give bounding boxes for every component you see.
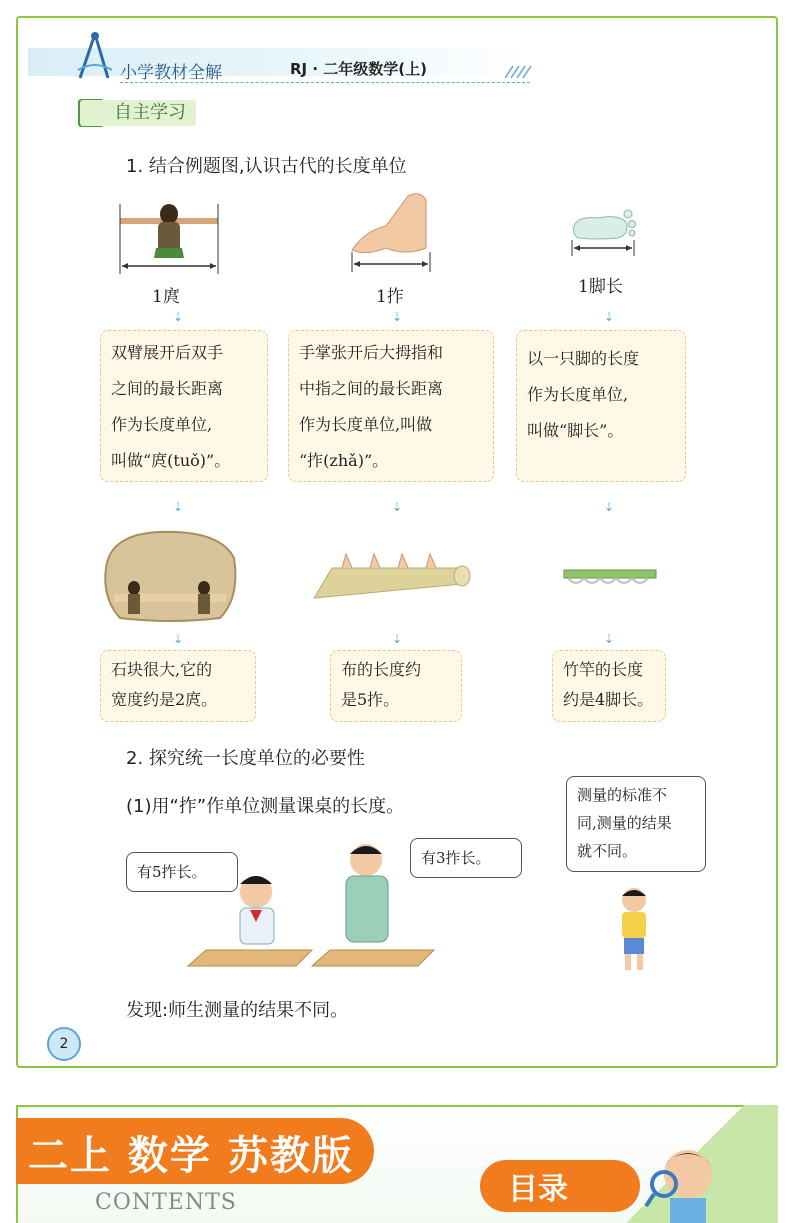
speech-line: 就不同。 bbox=[577, 842, 638, 860]
example-line: 宽度约是2庹。 bbox=[111, 690, 218, 709]
cloth-roll-illustration bbox=[312, 548, 472, 602]
down-arrow-icon: ⇣ bbox=[392, 500, 403, 514]
down-arrow-icon: ⇣ bbox=[173, 632, 184, 646]
large-rock-illustration bbox=[100, 528, 240, 624]
boy-magnifier-illustration bbox=[644, 1136, 724, 1223]
question-2-title: 2. 探究统一长度单位的必要性 bbox=[126, 748, 365, 769]
definition-line: 中指之间的最长距离 bbox=[299, 379, 444, 398]
definition-line: 作为长度单位,叫做 bbox=[299, 415, 433, 434]
definition-box-zha bbox=[288, 330, 494, 482]
banner-title: 二上 数学 苏教版 bbox=[28, 1133, 354, 1179]
down-arrow-icon: ⇣ bbox=[604, 500, 615, 514]
down-arrow-icon: ⇣ bbox=[392, 632, 403, 646]
definition-line: 双臂展开后双手 bbox=[111, 343, 224, 362]
definition-line: 作为长度单位, bbox=[527, 385, 629, 404]
student-teacher-measuring-illustration bbox=[186, 840, 438, 976]
definition-line: 之间的最长距离 bbox=[111, 379, 224, 398]
question-2-subtitle: (1)用“拃”作单位测量课桌的长度。 bbox=[126, 796, 405, 817]
series-title: 小学教材全解 bbox=[120, 63, 222, 83]
example-line: 是5拃。 bbox=[341, 690, 400, 709]
question-1-title: 1. 结合例题图,认识古代的长度单位 bbox=[126, 156, 407, 177]
unit-label-zha: 1拃 bbox=[376, 287, 404, 307]
down-arrow-icon: ⇣ bbox=[173, 500, 184, 514]
example-box-zha bbox=[330, 650, 462, 722]
contents-label: CONTENTS bbox=[95, 1190, 237, 1215]
definition-box-tuo bbox=[100, 330, 268, 482]
boy-illustration bbox=[612, 884, 656, 976]
speech-line: 同,测量的结果 bbox=[577, 814, 672, 832]
compass-logo-icon bbox=[70, 30, 120, 82]
header-divider bbox=[120, 82, 530, 83]
teacher-speech-bubble: 有3拃长。 bbox=[410, 838, 522, 878]
kid-speech-bubble bbox=[566, 776, 706, 872]
definition-line: 手掌张开后大拇指和 bbox=[299, 343, 444, 362]
down-arrow-icon: ⇣ bbox=[173, 310, 184, 324]
student-speech-bubble: 有5拃长。 bbox=[126, 852, 238, 892]
definition-line: 叫做“脚长”。 bbox=[527, 421, 624, 440]
down-arrow-icon: ⇣ bbox=[604, 310, 615, 324]
example-line: 约是4脚长。 bbox=[563, 690, 654, 709]
section-tag: 自主学习 bbox=[80, 100, 196, 126]
definition-box-jiaochang bbox=[516, 330, 686, 482]
down-arrow-icon: ⇣ bbox=[604, 632, 615, 646]
hand-span-illustration bbox=[346, 190, 436, 274]
bamboo-pole-illustration bbox=[562, 562, 658, 590]
definition-line: 作为长度单位, bbox=[111, 415, 213, 434]
foot-length-illustration bbox=[568, 204, 638, 260]
mulu-label: 目录 bbox=[508, 1172, 568, 1207]
unit-label-tuo: 1庹 bbox=[152, 287, 180, 307]
example-line: 布的长度约 bbox=[341, 660, 422, 679]
example-box-tuo bbox=[100, 650, 256, 722]
book-title: RJ · 二年级数学(上) bbox=[290, 60, 427, 78]
unit-label-jiaochang: 1脚长 bbox=[578, 277, 623, 297]
example-line: 石块很大,它的 bbox=[111, 660, 213, 679]
page-number: 2 bbox=[47, 1027, 81, 1061]
definition-line: “拃(zhǎ)”。 bbox=[299, 451, 389, 470]
person-arms-spread-illustration bbox=[118, 196, 220, 276]
speech-line: 测量的标准不 bbox=[577, 786, 668, 804]
example-line: 竹竿的长度 bbox=[563, 660, 644, 679]
finding-text: 发现:师生测量的结果不同。 bbox=[126, 1000, 349, 1021]
definition-line: 以一只脚的长度 bbox=[527, 349, 640, 368]
down-arrow-icon: ⇣ bbox=[392, 310, 403, 324]
example-box-jiaochang bbox=[552, 650, 666, 722]
stripe-decoration-icon bbox=[505, 66, 533, 78]
definition-line: 叫做“庹(tuǒ)”。 bbox=[111, 451, 231, 470]
